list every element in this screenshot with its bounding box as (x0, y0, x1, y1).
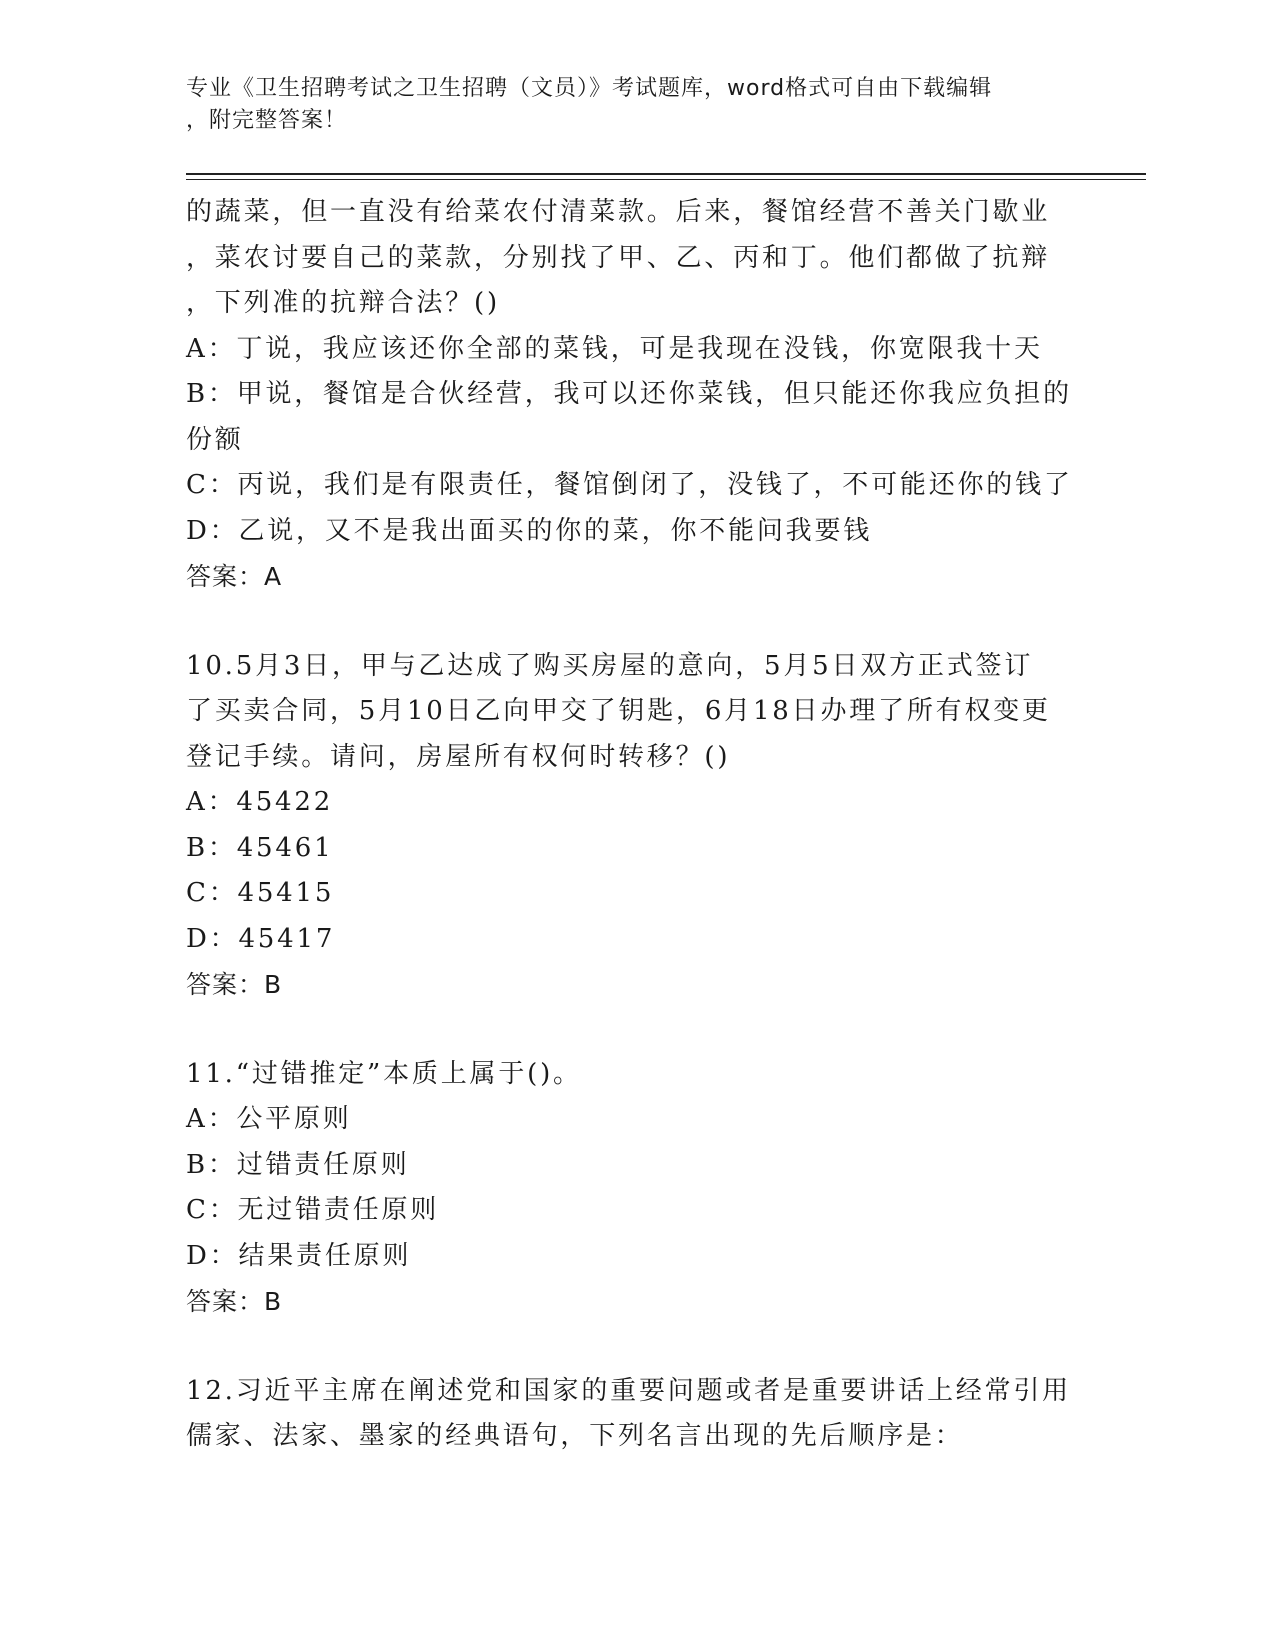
header-rule-thick (186, 173, 1146, 175)
option-c: C：丙说，我们是有限责任，餐馆倒闭了，没钱了，不可能还你的钱了 (186, 470, 1073, 500)
answer: 答案：B (186, 970, 283, 999)
spacer (186, 1325, 1066, 1369)
question-11 (186, 1052, 1066, 1325)
question-12 (186, 1369, 1071, 1460)
page-header: 专业《卫生招聘考试之卫生招聘（文员）》考试题库，word格式可自由下载编辑 ，附完整答案！ (186, 76, 993, 133)
option-a: A：丁说，我应该还你全部的菜钱，可是我现在没钱，你宽限我十天 (186, 333, 1043, 364)
option-d: D：结果责任原则 (186, 1240, 412, 1271)
question-stem-line: 登记手续。请问，房屋所有权何时转移？() (186, 741, 731, 772)
answer: 答案：B (186, 1287, 283, 1316)
question-stem-line: 12.习近平主席在阐述党和国家的重要问题或者是重要讲话上经常引用 (186, 1375, 1071, 1406)
answer: 答案：A (186, 562, 283, 591)
question-stem-line: 11.“过错推定”本质上属于()。 (186, 1058, 582, 1089)
option-a: A：45422 (186, 787, 334, 817)
spacer (186, 1008, 1066, 1052)
question-stem-line: 10.5月3日，甲与乙达成了购买房屋的意向，5月5日双方正式签订 (186, 650, 1034, 681)
option-b: B：甲说，餐馆是合伙经营，我可以还你菜钱，但只能还你我应负担的 (186, 379, 1072, 409)
question-stem-line: ，下列准的抗辩合法？() (186, 288, 500, 318)
option-b: B：过错责任原则 (186, 1149, 410, 1180)
question-10 (186, 644, 1066, 1008)
header-rule-thin (186, 179, 1146, 180)
option-d: D：45417 (186, 923, 336, 954)
spacer (186, 600, 1066, 644)
question-stem-line: 了买卖合同，5月10日乙向甲交了钥匙，6月18日办理了所有权变更 (186, 696, 1051, 726)
question-stem-line: 儒家、法家、墨家的经典语句，下列名言出现的先后顺序是： (186, 1421, 964, 1451)
option-b: B：45461 (186, 832, 334, 863)
option-a: A：公平原则 (186, 1104, 352, 1134)
question-stem-line: ，菜农讨要自己的菜款，分别找了甲、乙、丙和丁。他们都做了抗辩 (186, 242, 1051, 273)
option-d: D：乙说，又不是我出面买的你的菜，你不能问我要钱 (186, 515, 873, 546)
question-content (186, 190, 1073, 1460)
option-c: C：无过错责任原则 (186, 1195, 440, 1225)
option-c: C：45415 (186, 878, 335, 908)
question-stem-line: 的蔬菜，但一直没有给菜农付清菜款。后来，餐馆经营不善关门歇业 (186, 197, 1051, 227)
option-b-continued: 份额 (186, 424, 244, 455)
question-9 (186, 190, 1073, 600)
